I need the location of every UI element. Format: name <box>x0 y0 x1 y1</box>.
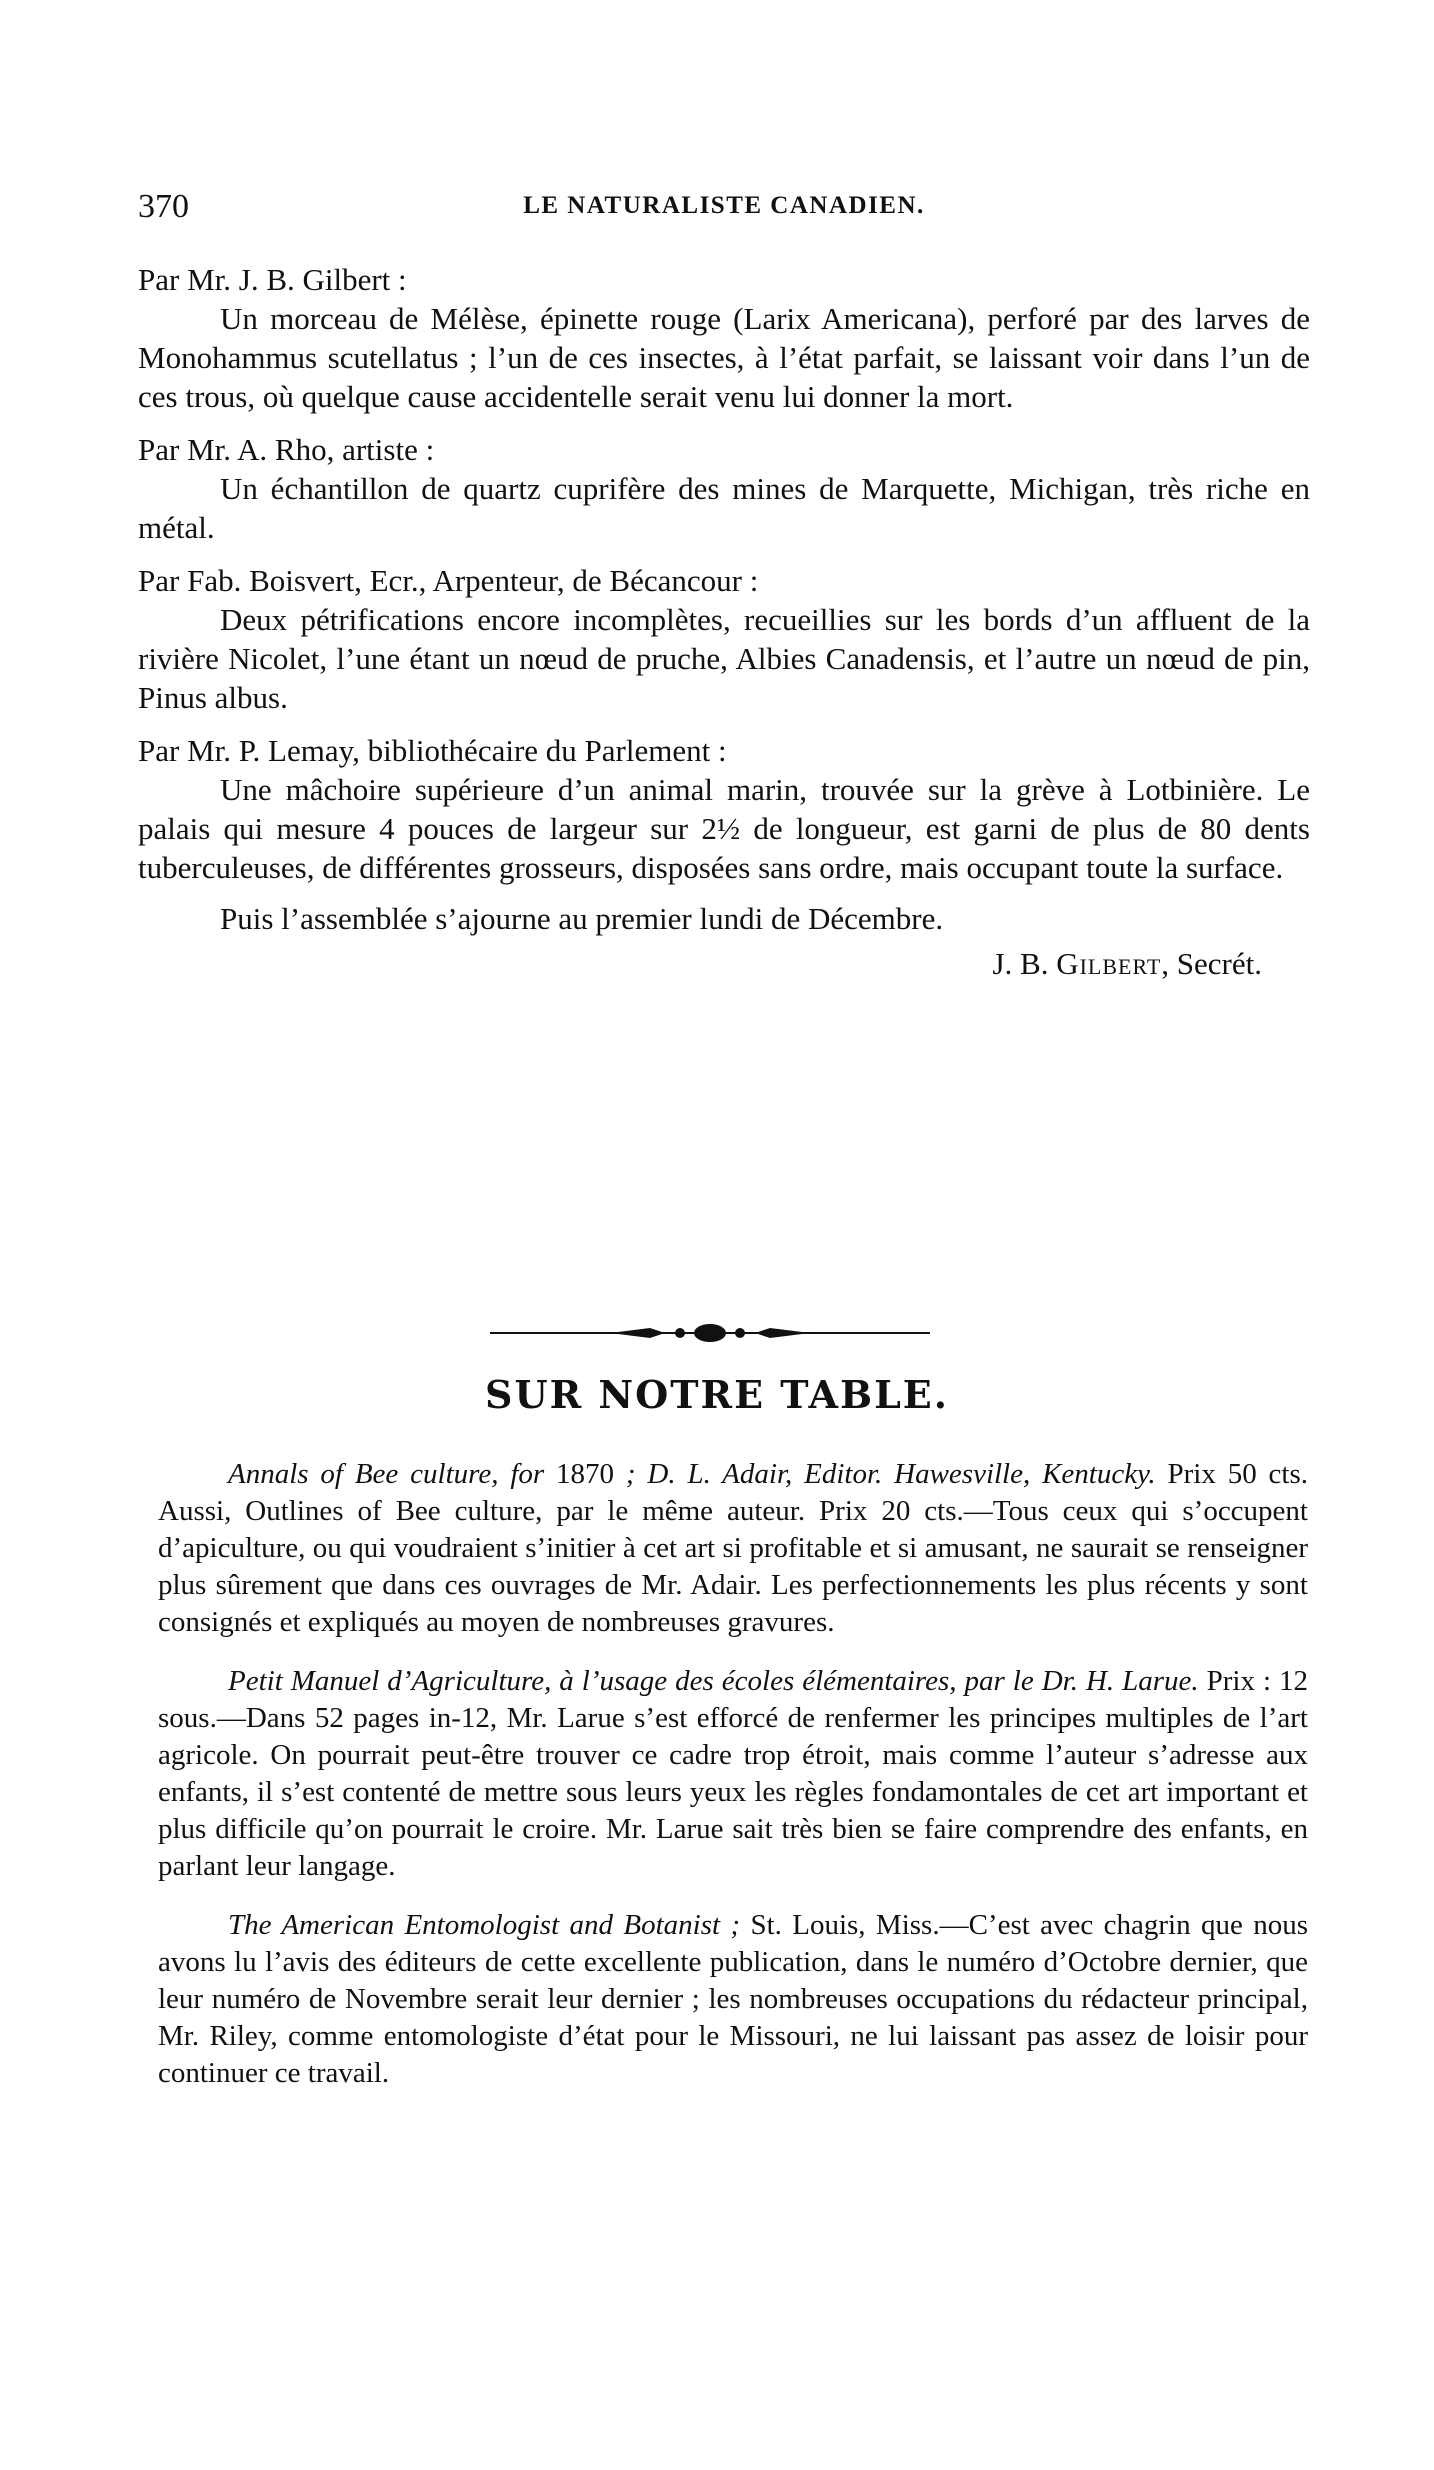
review-editor: ; D. L. Adair, Editor. Hawesville, Kentucky. <box>625 1458 1156 1490</box>
review-paragraph <box>158 1907 1308 2092</box>
donation-paragraph: Un morceau de Mélèse, épinette rouge (Larix Americana), perforé par des larves de Monohammus scutellatus ; l’un de ces insectes, à l’état parfait, se laissant voir dans l’un de ces trous, où quelque cause accidentelle serait venu lui donner la mort. <box>138 301 1310 414</box>
review-text: Prix : 12 sous.—Dans 52 pages in-12, Mr. Larue s’est efforcé de renfermer les principes multiples de l’art agricole. On pourrait peut-être trouver ce cadre trop étroit, mais comme l’auteur s’adresse aux enfants, il s’est contenté de mettre sous leurs yeux les règles fondamontales de cet art important et plus difficile qu’on pourrait le croire. Mr. Larue sait très bien se faire comprendre des enfants, en parlant leur langage. <box>158 1665 1308 1882</box>
review-paragraph <box>158 1456 1308 1641</box>
review-text: Prix 50 cts. Aussi, Outlines of Bee culture, par le même auteur. Prix 20 cts.—Tous ceux qui s’occupent d’apiculture, ou qui voudraient s’initier à cet art si profitable et si amusant, ne saurait se renseigner plus sûrement que dans ces ouvrages de Mr. Adair. Les perfectionnements les plus récents y sont consignés et expliqués au moyen de nombreuses gravures. <box>158 1458 1309 1638</box>
page-header <box>138 188 1310 232</box>
review-paragraph <box>158 1663 1308 1885</box>
donor-line: Par Fab. Boisvert, Ecr., Arpenteur, de Bécancour : <box>138 563 759 598</box>
signature <box>138 944 1310 983</box>
donation-paragraph: Une mâchoire supérieure d’un animal marin, trouvée sur la grève à Lotbinière. Le palais qui mesure 4 pouces de largeur sur 2½ de longueur, est garni de plus de 80 dents tuberculeuses, de différentes grosseurs, disposées sans ordre, mais occupant toute la surface. <box>138 772 1310 885</box>
review-text: St. Louis, Miss.—C’est avec chagrin que nous avons lu l’avis des éditeurs de cette excellente publication, dans le numéro d’Octobre dernier, que leur numéro de Novembre serait leur dernier ; les nombreuses occupations du rédacteur principal, Mr. Riley, comme entomologiste d’état pour le Missouri, ne lui laissant pas assez de loisir pour continuer ce travail. <box>158 1909 1308 2089</box>
page-number: 370 <box>138 188 189 225</box>
donations-block <box>138 260 1310 983</box>
reviews-block <box>158 1456 1308 2092</box>
section-heading: SUR NOTRE TABLE. <box>485 1372 949 1417</box>
review-title: Annals of Bee culture, for <box>228 1458 545 1490</box>
ornamental-rule <box>490 1318 930 1348</box>
review-title: Petit Manuel d’Agriculture, à l’usage des écoles élémentaires, par le Dr. H. Larue. <box>228 1665 1199 1697</box>
donation-paragraph: Deux pétrifications encore incomplètes, recueillies sur les bords d’un affluent de la rivière Nicolet, l’une étant un nœud de pruche, Albies Canadensis, et l’autre un nœud de pin, Pinus albus. <box>138 602 1310 715</box>
signature-initials: J. B. <box>992 946 1049 981</box>
donor-line: Par Mr. A. Rho, artiste : <box>138 432 435 467</box>
running-title: LE NATURALISTE CANADIEN. <box>523 192 925 219</box>
review-year: 1870 <box>556 1458 615 1490</box>
donation-paragraph: Un échantillon de quartz cuprifère des mines de Marquette, Michigan, très riche en métal. <box>138 471 1310 545</box>
donor-line: Par Mr. P. Lemay, bibliothécaire du Parlement : <box>138 733 727 768</box>
signature-name: Gilbert <box>1056 946 1162 981</box>
closing-line: Puis l’assemblée s’ajourne au premier lundi de Décembre. <box>220 901 944 936</box>
signature-title: , Secrét. <box>1161 946 1262 981</box>
review-title: The American Entomologist and Botanist ; <box>228 1909 741 1941</box>
donor-line: Par Mr. J. B. Gilbert : <box>138 262 407 297</box>
